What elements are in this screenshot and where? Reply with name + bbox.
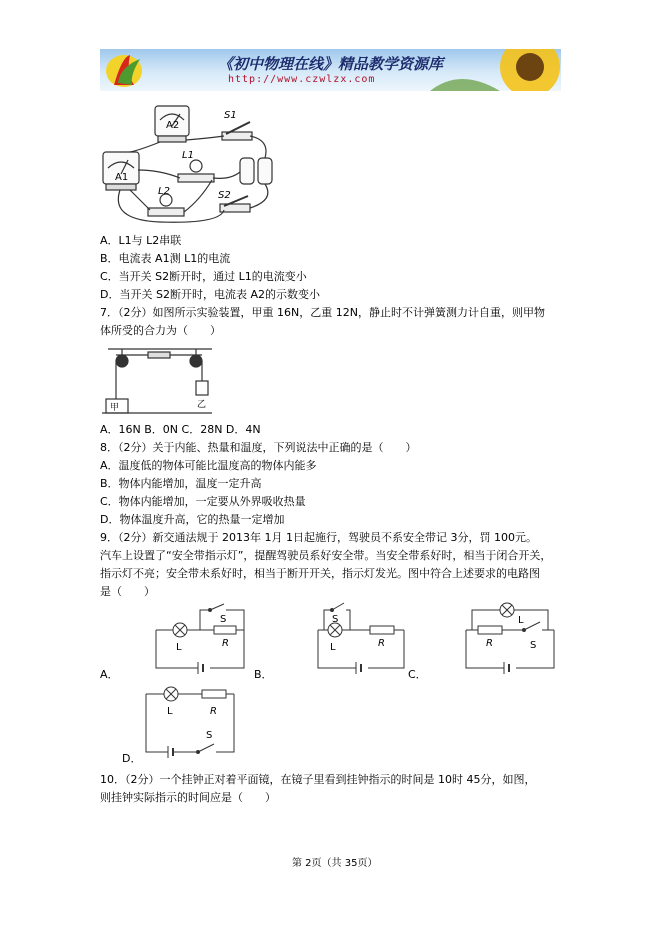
label-a1: A1 xyxy=(115,172,129,183)
circuit-c-lamp-label: L xyxy=(518,615,524,626)
circuit-d-switch-label: S xyxy=(206,730,213,741)
q9-option-d-letter: D． xyxy=(122,752,142,765)
q10-stem-line1: 10．（2分）一个挂钟正对着平面镜，在镜子里看到挂钟指示的时间是 10时 45分，如图， xyxy=(100,773,536,786)
q8-option-b: B．物体内能增加，温度一定升高 xyxy=(100,477,262,490)
q10-stem-line2: 则挂钟实际指示的时间应是（ ） xyxy=(100,791,276,804)
circuit-d-resistor-label: R xyxy=(210,706,217,717)
q9-stem-line2: 汽车上设置了“安全带指示灯”，提醒驾驶员系好安全带。当安全带系好时，相当于闭合开关， xyxy=(100,549,552,562)
q7-stem-line2: 体所受的合力为（ ） xyxy=(100,324,221,337)
q9-option-a-letter: A． xyxy=(100,668,119,681)
header-banner xyxy=(100,49,561,91)
q9-option-c-letter: C． xyxy=(408,668,427,681)
label-yi: 乙 xyxy=(197,400,207,410)
q6-option-b: B．电流表 A1测 L1的电流 xyxy=(100,252,231,265)
circuit-d-lamp-label: L xyxy=(167,706,173,717)
q9-circuit-c xyxy=(460,600,560,675)
q6-option-d: D．当开关 S2断开时，电流表 A2的示数变小 xyxy=(100,288,320,301)
q8-stem: 8．（2分）关于内能、热量和温度，下列说法中正确的是（ ） xyxy=(100,441,417,454)
circuit-a-lamp-label: L xyxy=(176,642,182,653)
label-s2: S2 xyxy=(218,190,231,201)
circuit-c-resistor-label: R xyxy=(486,638,493,649)
q7-apparatus-figure xyxy=(100,343,220,423)
q7-stem-line1: 7．（2分）如图所示实验装置，甲重 16N，乙重 12N，静止时不计弹簧测力计自重，则甲物 xyxy=(100,306,545,319)
label-jia: 甲 xyxy=(110,403,120,413)
q6-option-a: A．L1与 L2串联 xyxy=(100,234,182,247)
label-s1: S1 xyxy=(224,110,237,121)
q9-stem-line3: 指示灯不亮；安全带未系好时，相当于断开开关，指示灯发光。图中符合上述要求的电路图 xyxy=(100,567,540,580)
banner-url: http://www.czwlzx.com xyxy=(228,74,376,85)
circuit-b-lamp-label: L xyxy=(330,642,336,653)
circuit-b-switch-label: S xyxy=(332,614,339,625)
q8-option-d: D．物体温度升高，它的热量一定增加 xyxy=(100,513,285,526)
circuit-a-resistor-label: R xyxy=(222,638,229,649)
label-l1: L1 xyxy=(182,150,194,161)
q8-option-a: A．温度低的物体可能比温度高的物体内能多 xyxy=(100,459,317,472)
q9-option-b-letter: B． xyxy=(254,668,273,681)
q8-option-c: C．物体内能增加，一定要从外界吸收热量 xyxy=(100,495,306,508)
q9-stem-line4: 是（ ） xyxy=(100,585,155,598)
banner-title: 《初中物理在线》精品教学资源库 xyxy=(218,55,444,73)
label-l2: L2 xyxy=(158,186,170,197)
q6-option-c: C．当开关 S2断开时，通过 L1的电流变小 xyxy=(100,270,307,283)
circuit-c-switch-label: S xyxy=(530,640,537,651)
page-footer: 第 2页（共 35页） xyxy=(292,858,378,869)
circuit-b-resistor-label: R xyxy=(378,638,385,649)
q9-stem-line1: 9．（2分）新交通法规于 2013年 1月 1日起施行，驾驶员不系安全带记 3分，罚 100元。 xyxy=(100,531,537,544)
q9-circuit-a xyxy=(150,600,250,675)
q9-circuit-d xyxy=(140,680,240,760)
q9-circuit-b xyxy=(312,600,412,675)
circuit-a-switch-label: S xyxy=(220,614,227,625)
q7-options: A．16N B．0N C．28N D．4N xyxy=(100,423,261,436)
label-a2: A2 xyxy=(166,120,180,131)
q6-circuit-figure xyxy=(100,100,315,225)
